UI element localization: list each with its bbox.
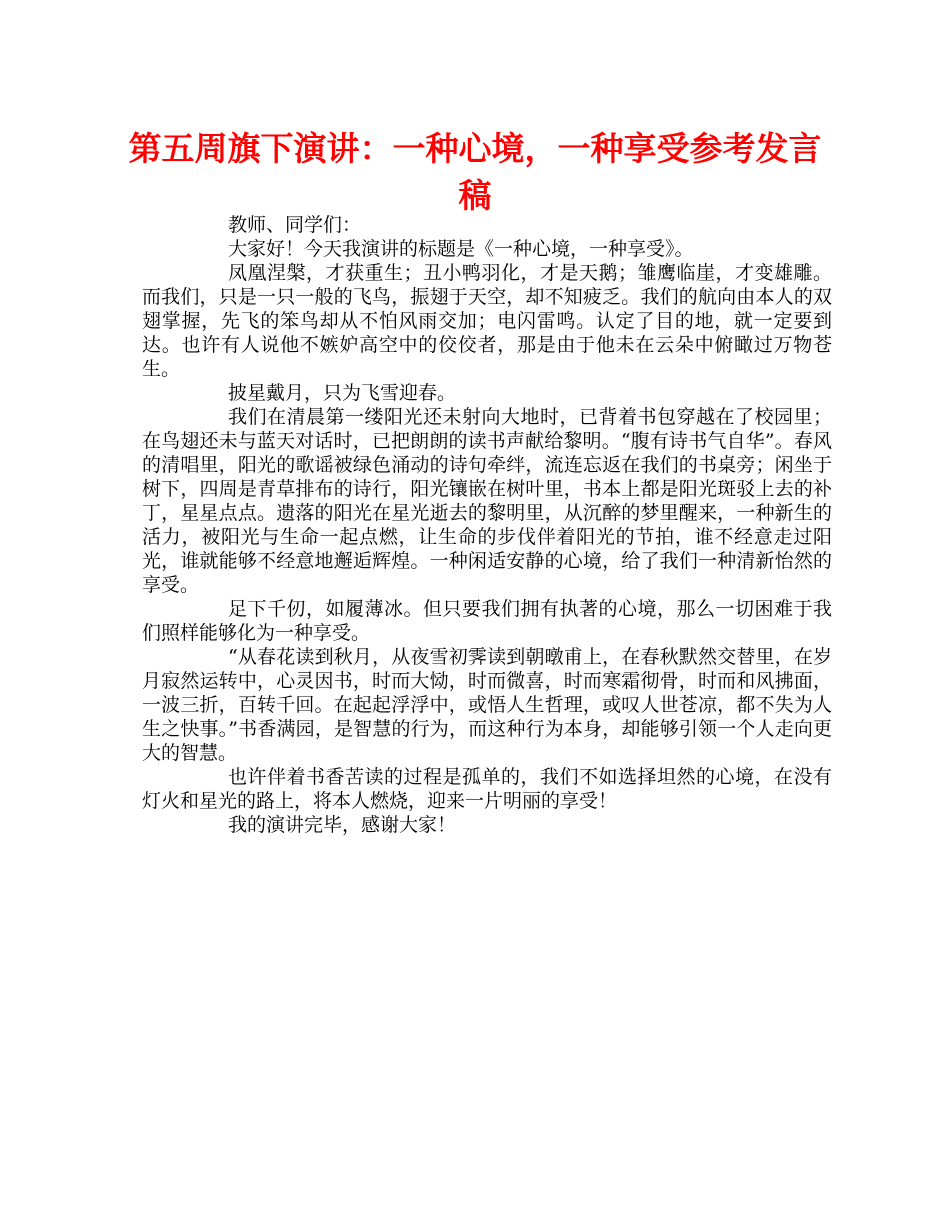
paragraph-morning: 我们在清晨第一缕阳光还未射向大地时，已背着书包穿越在了校园里；在鸟翅还未与蓝天对话时，已把朗朗的读书声献给黎明。“腹有诗书气自华”。春风的清唱里，阳光的歌谣被绿色涌动的诗句牵绊，流连忘返在我们的书桌旁；闲坐于树下，四周是青草排布的诗行，阳光镶嵌在树叶里，书本上都是阳光斑驳上去的补丁，星星点点。遗落的阳光在星光逝去的黎明里，从沉醉的梦里醒来，一种新生的活力，被阳光与生命一起点燃，让生命的步伐伴着阳光的节拍，谁不经意走过阳光，谁就能够不经意地邂逅辉煌。一种闲适安静的心境，给了我们一种清新怡然的享受。 — [142, 406, 832, 596]
paragraph-closing: 我的演讲完毕，感谢大家！ — [228, 814, 457, 836]
paragraph-phoenix: 凤凰涅槃，才获重生；丑小鸭羽化，才是天鹅；雏鹰临崖，才变雄雕。而我们，只是一只一般的飞鸟，振翅于天空，却不知疲乏。我们的航向由本人的双翅掌握，先飞的笨鸟却从不怕风雨交加；电闪雷鸣。认定了目的地，就一定要到达。也许有人说他不嫉妒高空中的佼佼者，那是由于他未在云朵中俯瞰过万物苍生。 — [142, 262, 832, 380]
document-title: 第五周旗下演讲：一种心境，一种享受参考发言稿 — [128, 129, 822, 215]
paragraph-ice: 足下千仞，如履薄冰。但只要我们拥有执著的心境，那么一切困难于我们照样能够化为一种享受。 — [142, 598, 832, 644]
paragraph-quote: “从春花读到秋月，从夜雪初霁读到朝暾甫上，在春秋默然交替里，在岁月寂然运转中，心灵因书，时而大恸，时而微喜，时而寒霜彻骨，时而和风拂面，一波三折，百转千回。在起起浮浮中，或悟人生哲理，或叹人世苍凉，都不失为人生之快事。”书香满园，是智慧的行为，而这种行为本身，却能够引领一个人走向更大的智慧。 — [142, 646, 832, 764]
paragraph-greeting: 大家好！今天我演讲的标题是《一种心境，一种享受》。 — [228, 238, 694, 260]
document-body — [142, 213, 832, 837]
paragraph-lonely: 也许伴着书香苦读的过程是孤单的，我们不如选择坦然的心境，在没有灯火和星光的路上，将本人燃烧，迎来一片明丽的享受！ — [142, 766, 832, 812]
paragraph-salutation: 教师、同学们： — [228, 214, 362, 236]
paragraph-stars: 披星戴月，只为飞雪迎春。 — [228, 382, 457, 404]
